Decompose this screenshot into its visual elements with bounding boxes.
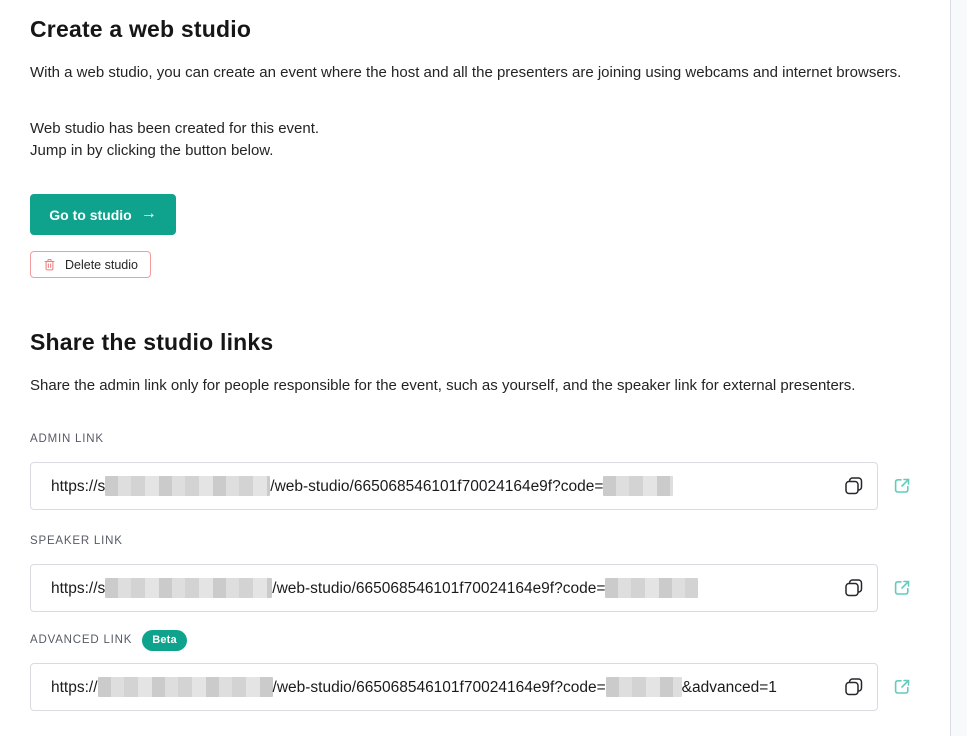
admin-link-field[interactable] — [30, 462, 878, 510]
speaker-link-block — [30, 529, 919, 612]
copy-icon — [844, 476, 864, 496]
studio-status-text — [30, 118, 919, 162]
speaker-link-label: SPEAKER LINK — [30, 535, 123, 547]
delete-studio-button[interactable] — [30, 251, 151, 278]
beta-badge: Beta — [142, 630, 187, 651]
external-link-icon — [892, 476, 912, 496]
arrow-right-icon: → — [140, 205, 157, 222]
advanced-copy-button[interactable] — [844, 677, 864, 697]
speaker-link-url: https://s /web-studio/665068546101f70024164e9f?code= — [51, 578, 844, 598]
copy-icon — [844, 677, 864, 697]
advanced-link-field[interactable] — [30, 663, 878, 711]
share-section-title: Share the studio links — [30, 329, 274, 355]
copy-icon — [844, 578, 864, 598]
advanced-link-url: https:// /web-studio/665068546101f70024164e9f?code= &advanced=1 — [51, 679, 777, 696]
admin-link-block — [30, 427, 919, 510]
advanced-link-label: ADVANCED LINK — [30, 634, 133, 646]
speaker-open-link-button[interactable] — [892, 578, 912, 598]
redacted-code — [603, 476, 673, 496]
status-line-1: Web studio has been created for this event. — [30, 120, 320, 137]
external-link-icon — [892, 677, 912, 697]
admin-link-label: ADMIN LINK — [30, 433, 104, 445]
create-description: With a web studio, you can create an event where the host and all the presenters are joining using webcams and internet browsers. — [30, 64, 902, 81]
page-title: Create a web studio — [30, 16, 252, 42]
external-link-icon — [892, 578, 912, 598]
redacted-domain — [105, 578, 272, 598]
redacted-domain — [105, 476, 270, 496]
status-line-2: Jump in by clicking the button below. — [30, 142, 274, 159]
admin-link-url: https://s /web-studio/665068546101f70024164e9f?code= — [51, 476, 844, 496]
speaker-link-field[interactable] — [30, 564, 878, 612]
redacted-domain — [98, 677, 273, 697]
redacted-code — [606, 677, 682, 697]
go-to-studio-button[interactable] — [30, 194, 176, 235]
trash-icon — [43, 258, 56, 272]
advanced-link-block — [30, 628, 919, 711]
delete-studio-label: Delete studio — [65, 257, 138, 272]
go-to-studio-label: Go to studio — [49, 206, 132, 223]
page-background-gutter — [950, 0, 967, 736]
admin-copy-button[interactable] — [844, 476, 864, 496]
speaker-copy-button[interactable] — [844, 578, 864, 598]
admin-open-link-button[interactable] — [892, 476, 912, 496]
share-description: Share the admin link only for people responsible for the event, such as yourself, and the speaker link for external presenters. — [30, 377, 856, 394]
advanced-open-link-button[interactable] — [892, 677, 912, 697]
redacted-code — [605, 578, 698, 598]
